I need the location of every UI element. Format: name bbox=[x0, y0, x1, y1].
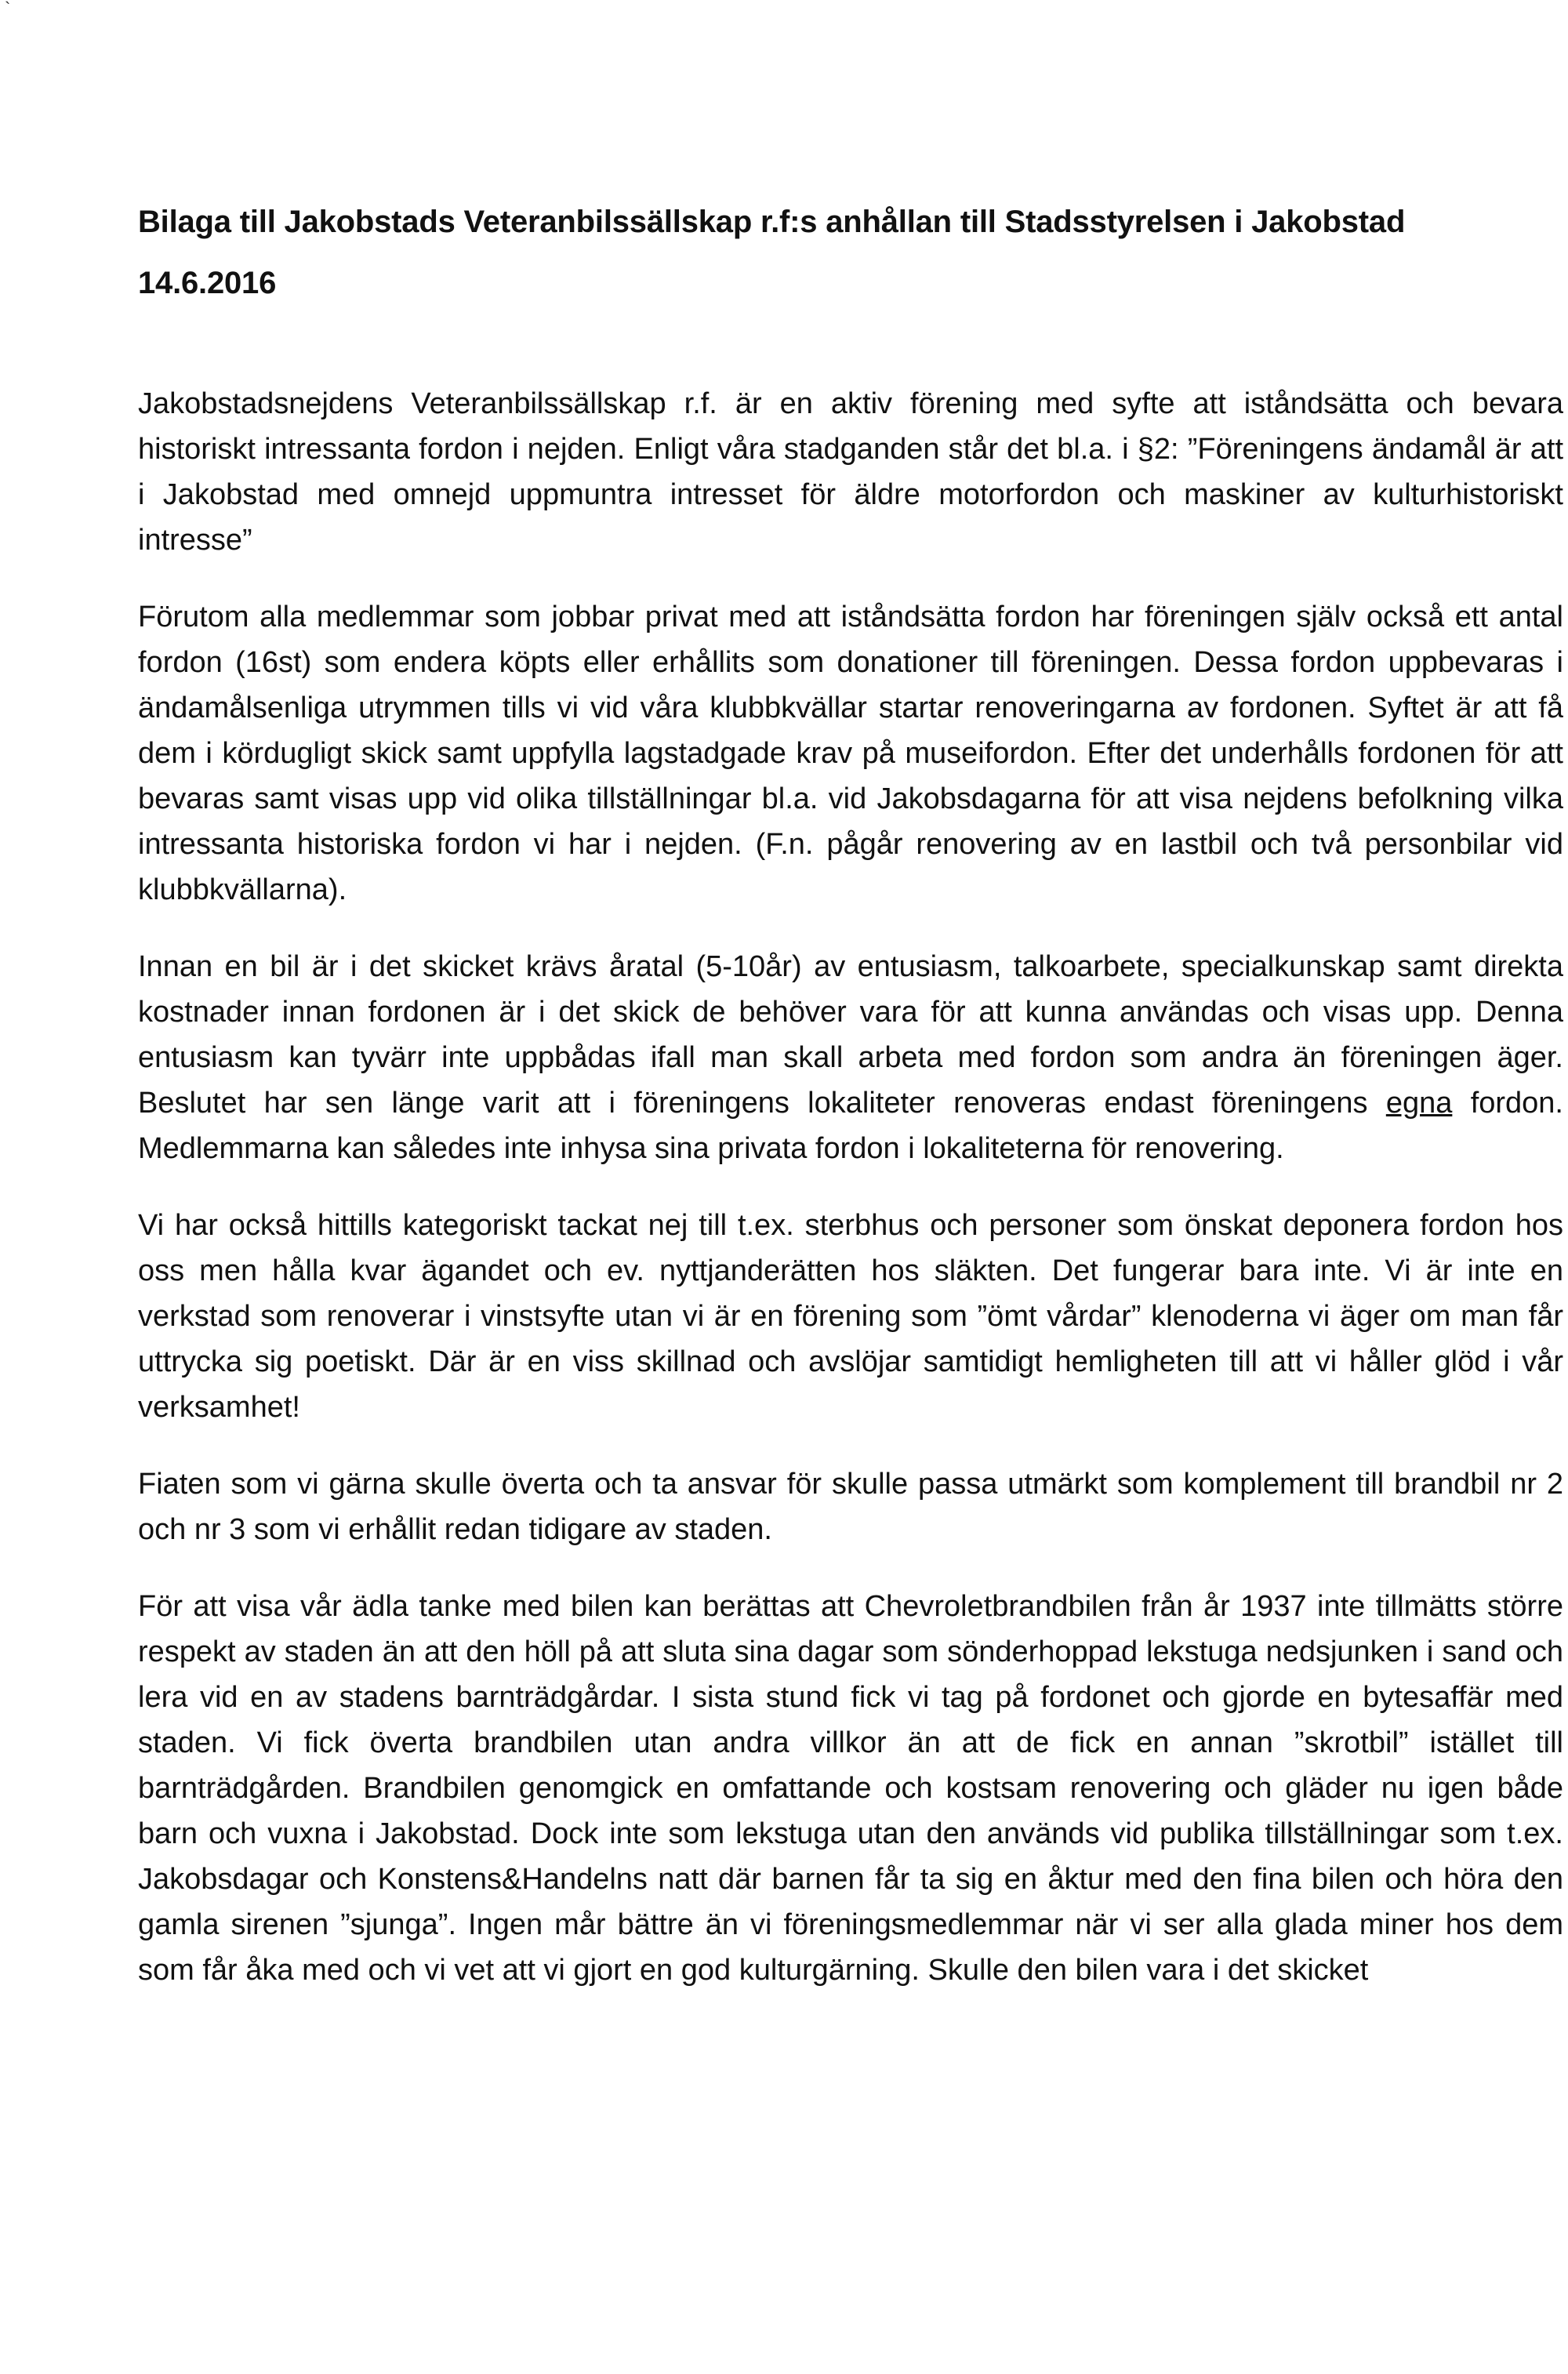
document-date: 14.6.2016 bbox=[138, 266, 277, 300]
paragraph-3 bbox=[138, 944, 1563, 1171]
paragraph-1: Jakobstadsnejdens Veteranbilssällskap r.f. är en aktiv förening med syfte att iståndsätta och bevara historiskt intressanta fordon i nejden. Enligt våra stadganden står det bl.a. i §2: ”Föreningens ändamål är att i Jakobstad med omnejd uppmuntra intresset för äldre motorfordon och maskiner av kulturhistoriskt intresse” bbox=[138, 387, 1563, 557]
paragraph-3-text-after: fordon. Medlemmarna kan således inte inhysa sina privata fordon i lokaliteterna för renovering. bbox=[138, 1087, 1563, 1165]
scan-mark: ` bbox=[5, 0, 11, 18]
paragraph-6: För att visa vår ädla tanke med bilen kan berättas att Chevroletbrandbilen från år 1937 inte tillmätts större respekt av staden än att den höll på att sluta sina dagar som sönderhoppad lekstuga nedsjunken i sand och lera vid en av stadens barnträdgårdar. I sista stund fick vi tag på fordonet och gjorde en bytesaffär med staden. Vi fick överta brandbilen utan andra villkor än att de fick en annan ”skrotbil” istället till barnträdgården. Brandbilen genomgick en omfattande och kostsam renovering och gläder nu igen både barn och vuxna i Jakobstad. Dock inte som lekstuga utan den används vid publika tillställningar som t.ex. Jakobsdagar och Konstens&Handelns natt där barnen får ta sig en åktur med den fina bilen och höra den gamla sirenen ”sjunga”. Ingen mår bättre än vi föreningsmedlemmar när vi ser alla glada miner hos dem som får åka med och vi vet att vi gjort en god kulturgärning. Skulle den bilen vara i det skicket bbox=[138, 1590, 1563, 1987]
paragraph-2: Förutom alla medlemmar som jobbar privat med att iståndsätta fordon har föreningen själv också ett antal fordon (16st) som endera köpts eller erhållits som donationer till föreningen. Dessa fordon uppbevaras i ändamålsenliga utrymmen tills vi vid våra klubbkvällar startar renoveringarna av fordonen. Syftet är att få dem i kördugligt skick samt uppfylla lagstadgade krav på museifordon. Efter det underhålls fordonen för att bevaras samt visas upp vid olika tillställningar bl.a. vid Jakobsdagarna för att visa nejdens befolkning vilka intressanta historiska fordon vi har i nejden. (F.n. pågår renovering av en lastbil och två personbilar vid klubbkvällarna). bbox=[138, 601, 1563, 906]
paragraph-3-underlined-word: egna bbox=[1385, 1087, 1453, 1120]
paragraph-5: Fiaten som vi gärna skulle överta och ta ansvar för skulle passa utmärkt som komplement till brandbil nr 2 och nr 3 som vi erhållit redan tidigare av staden. bbox=[138, 1468, 1563, 1546]
paragraph-3-text-before: Innan en bil är i det skicket krävs åratal (5-10år) av entusiasm, talkoarbete, specialkunskap samt direkta kostnader innan fordonen är i det skick de behöver vara för att kunna användas och visas upp. Denna entusiasm kan tyvärr inte uppbådas ifall man skall arbeta med fordon som andra än föreningen äger. Beslutet har sen länge varit att i föreningens lokaliteter renoveras endast föreningens bbox=[138, 950, 1563, 1120]
document-title: Bilaga till Jakobstads Veteranbilssällskap r.f:s anhållan till Stadsstyrelsen i Jakobstad bbox=[138, 205, 1406, 239]
paragraph-4: Vi har också hittills kategoriskt tackat nej till t.ex. sterbhus och personer som önskat deponera fordon hos oss men hålla kvar ägandet och ev. nyttjanderätten hos släkten. Det fungerar bara inte. Vi är inte en verkstad som renoverar i vinstsyfte utan vi är en förening som ”ömt vårdar” klenoderna vi äger om man får uttrycka sig poetiskt. Där är en viss skillnad och avslöjar samtidigt hemligheten till att vi håller glöd i vår verksamhet! bbox=[138, 1209, 1563, 1424]
title-block bbox=[138, 191, 1534, 314]
body-text bbox=[138, 381, 1563, 1993]
